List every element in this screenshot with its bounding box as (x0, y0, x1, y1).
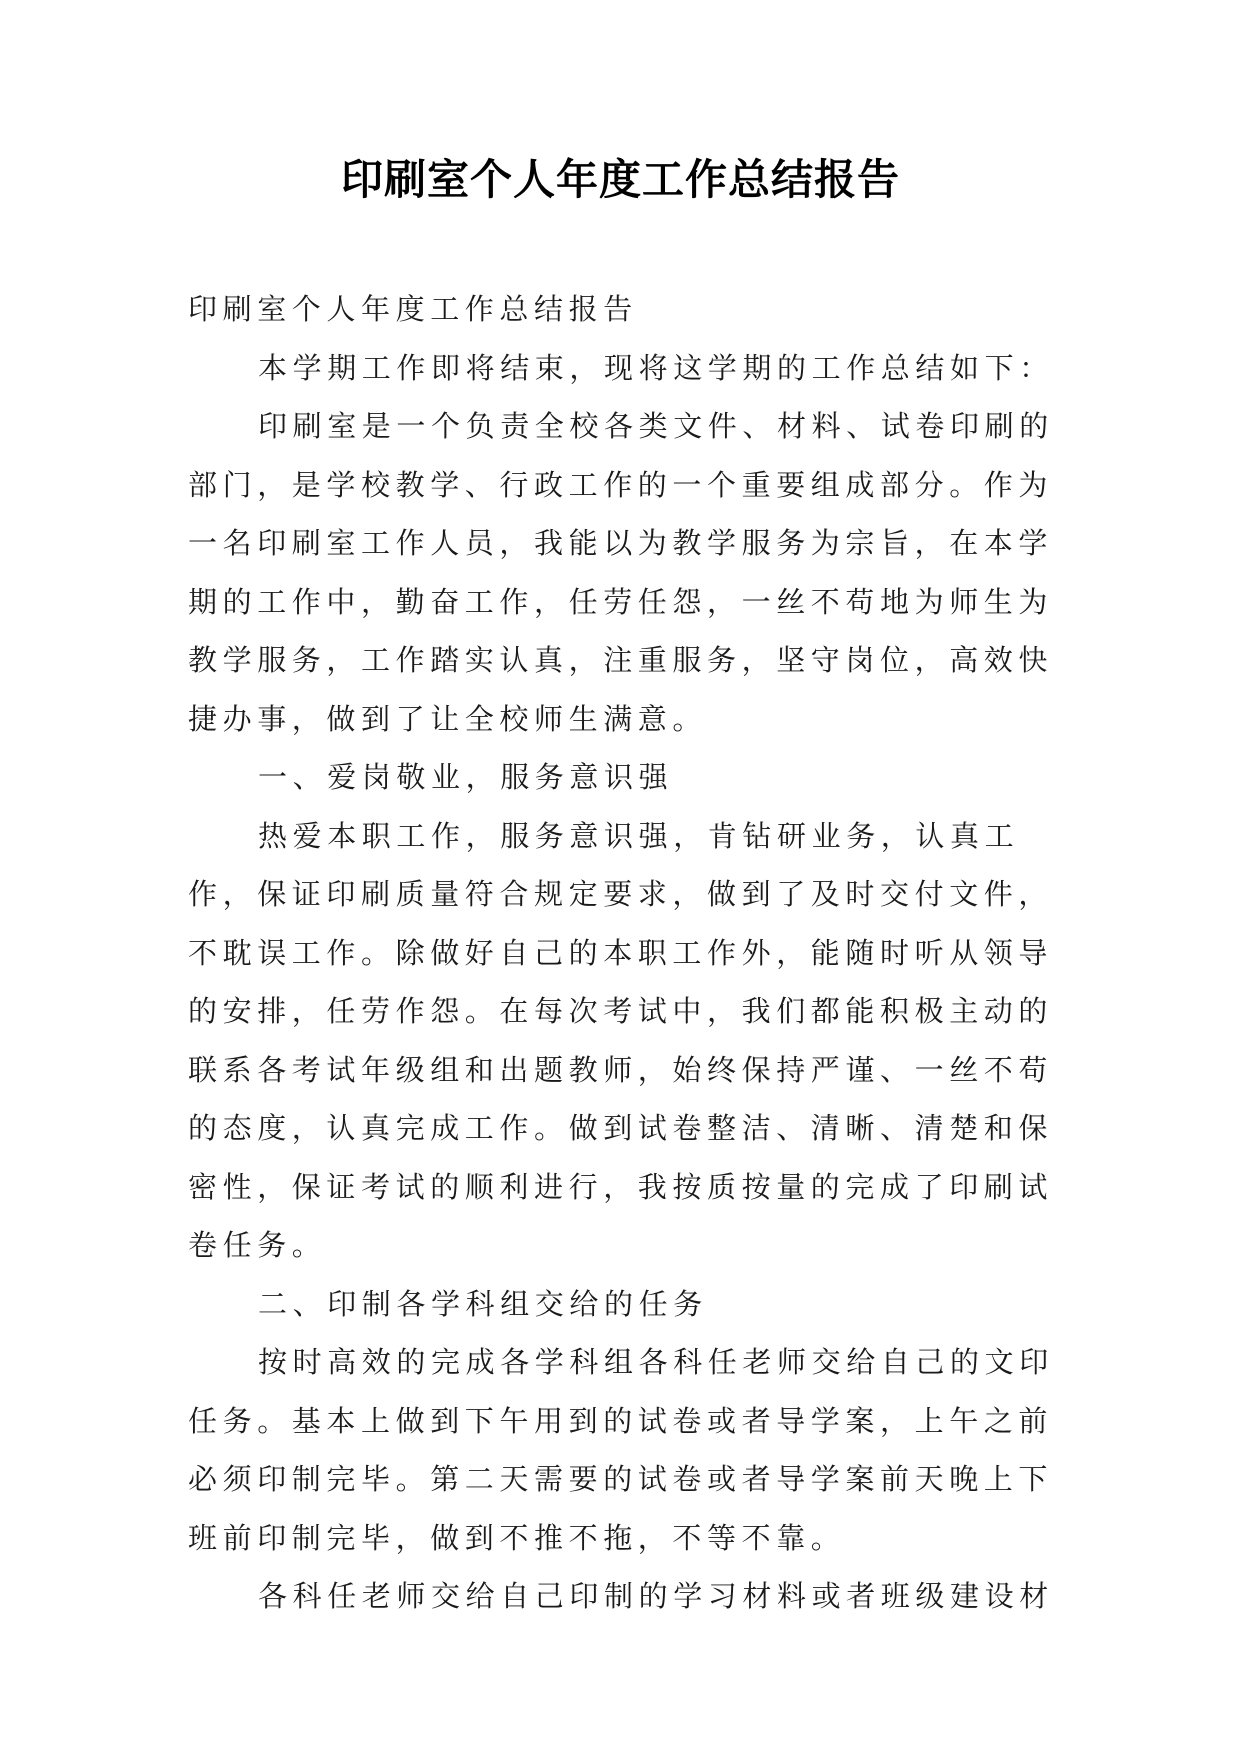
section-heading-2: 二、印制各学科组交给的任务 (258, 1286, 708, 1321)
intro-paragraph: 本学期工作即将结束，现将这学期的工作总结如下： (258, 350, 1054, 385)
document-title: 印刷室个人年度工作总结报告 (340, 155, 900, 204)
section-1-paragraph: 热爱本职工作，服务意识强，肯钻研业务，认真工作，保证印刷质量符合规定要求，做到了及时交付文件，不耽误工作。除做好自己的本职工作外，能随时听从领导的安排，任劳作怨。在每次考试中，我们都能积极主动的联系各考试年级组和出题教师，始终保持严谨、一丝不苟的态度，认真完成工作。做到试卷整洁、清晰、清楚和保密性，保证考试的顺利进行，我按质按量的完成了印刷试卷任务。 (188, 818, 1054, 1262)
subtitle-line: 印刷室个人年度工作总结报告 (188, 292, 638, 326)
section-2-paragraph-continued: 各科任老师交给自己印制的学习材料或者班级建设材 (258, 1579, 1054, 1613)
section-2-paragraph: 按时高效的完成各学科组各科任老师交给自己的文印任务。基本上做到下午用到的试卷或者导学案，上午之前必须印制完毕。第二天需要的试卷或者导学案前天晚上下班前印制完毕，做到不推不拖，不等不靠。 (188, 1345, 1054, 1555)
section-heading-1: 一、爱岗敬业，服务意识强 (258, 760, 674, 794)
overview-paragraph: 印刷室是一个负责全校各类文件、材料、试卷印刷的部门，是学校教学、行政工作的一个重要组成部分。作为一名印刷室工作人员，我能以为教学服务为宗旨，在本学期的工作中，勤奋工作，任劳任怨，一丝不苟地为师生为教学服务，工作踏实认真，注重服务，坚守岗位，高效快捷办事，做到了让全校师生满意。 (188, 409, 1054, 736)
document-body (188, 280, 1058, 1626)
